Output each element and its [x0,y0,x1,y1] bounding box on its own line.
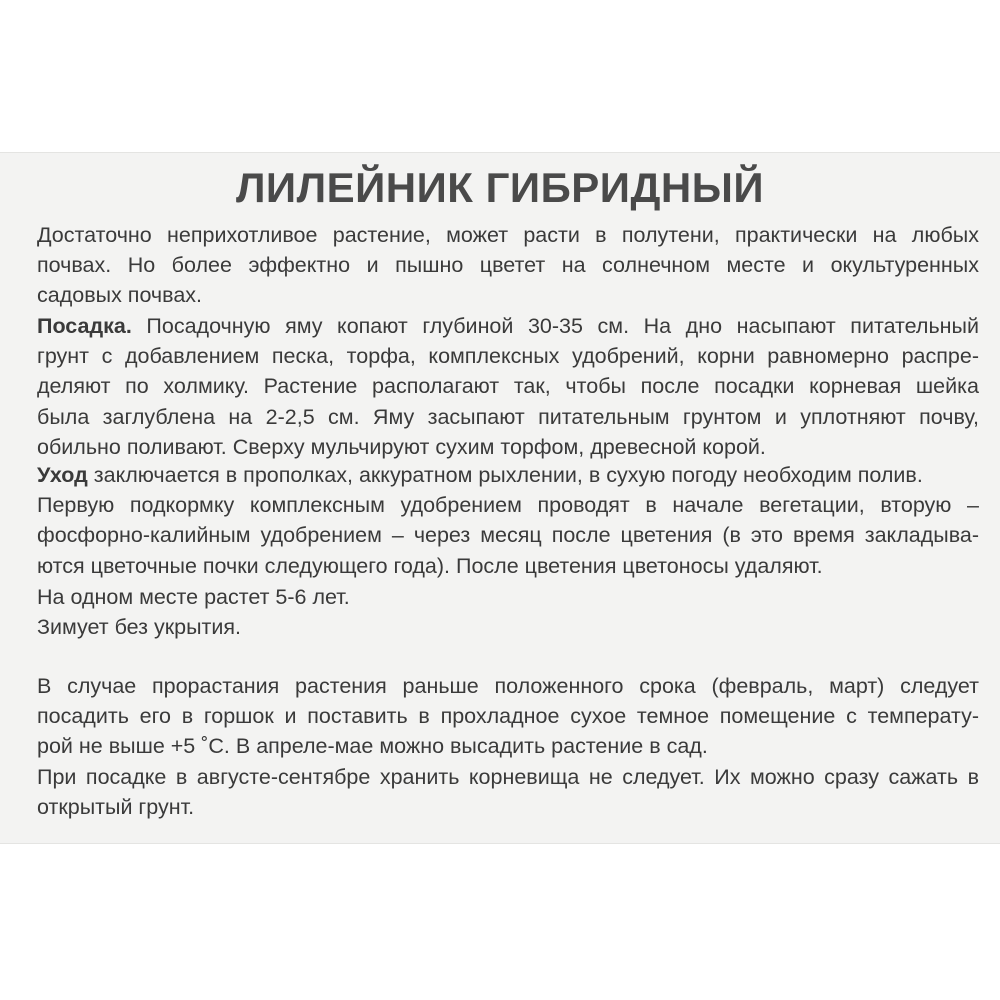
text-line: Достаточно неприхотливое растение, может расти в полутени, практически на любых [37,223,979,247]
early-sprouting-paragraph [37,671,979,762]
place-paragraph [37,582,979,612]
text-line: При посадке в августе-сентябре хранить корневища не следует. Их можно сразу сажать в [37,765,979,789]
text-line: деляют по холмику. Растение располагают так, чтобы после посадки корневая шейка [37,374,979,399]
text-line: На одном месте растет 5-6 лет. [37,585,350,609]
text-line: рой не выше +5 ˚С. В апреле-мае можно высадить растение в сад. [37,734,708,759]
text-line: Первую подкормку комплексным удобрением проводят в начале вегетации, вторую – [37,493,979,518]
text-line: открытый грунт. [37,795,195,820]
winter-paragraph [37,612,979,642]
text-line: ются цветочные почки следующего года). После цветения цветоносы удаляют. [37,553,823,578]
text-line: грунт с добавлением песка, торфа, комплексных удобрений, корни равномерно распре- [37,344,979,369]
text-line: посадить его в горшок и поставить в прохладное сухое темное помещение с температу- [37,704,979,729]
planting-paragraph [37,311,979,462]
autumn-planting-paragraph [37,762,979,822]
text-line: В случае прорастания растения раньше положенного срока (февраль, март) следует [37,674,979,698]
page-title: ЛИЛЕЙНИК ГИБРИДНЫЙ [235,164,765,211]
care-heading: Уход [37,463,88,487]
text-line [37,311,979,341]
text-line: почвах. Но более эффектно и пышно цветет на солнечном месте и окультуренных [37,253,979,278]
text-line: фосфорно-калийным удобрением – через месяц после цветения (в это время закладыва- [37,523,979,548]
text-line: была заглублена на 2-2,5 см. Яму засыпают питательным грунтом и уплотняют почву, [37,404,979,429]
care-paragraph [37,460,979,581]
text-line: обильно поливают. Сверху мульчируют сухим торфом, древесной корой. [37,434,766,459]
text-line: садовых почвах. [37,283,202,308]
text-line: Зимует без укрытия. [37,615,242,639]
planting-first-line: Посадочную яму копают глубиной 30-35 см. На дно насыпают питательный [146,314,979,338]
intro-paragraph [37,220,979,311]
care-first-line: заключается в прополках, аккуратном рыхлении, в сухую погоду необходим полив. [93,463,923,487]
planting-heading: Посадка. [37,314,132,338]
text-line [37,460,979,490]
